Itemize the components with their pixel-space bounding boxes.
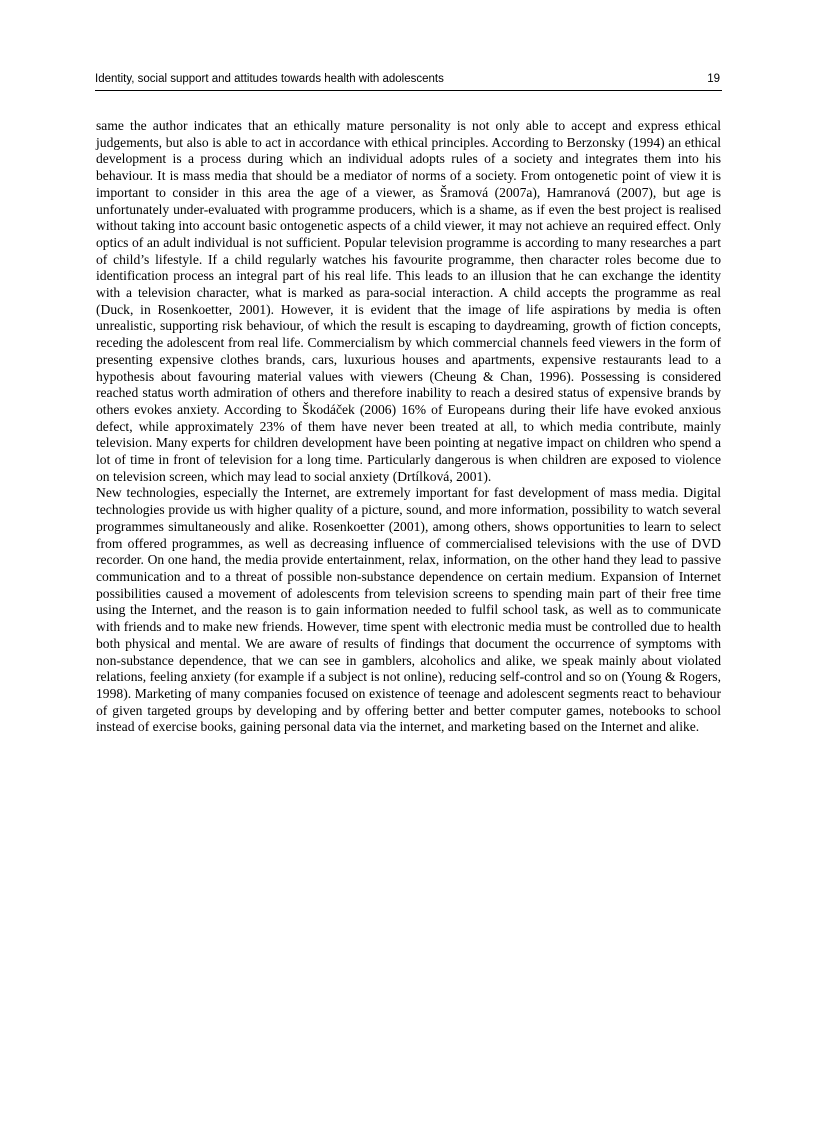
page-number: 19 bbox=[707, 73, 720, 85]
running-header bbox=[95, 72, 722, 91]
body-text bbox=[96, 118, 721, 736]
running-header-title: Identity, social support and attitudes towards health with adolescents bbox=[95, 73, 444, 85]
paragraph: same the author indicates that an ethically mature personality is not only able to accept and express ethical judgements, but also is able to act in accordance with ethical principles. According to Berzonsky (1994) an ethical development is a process during which an individual adopts rules of a society and integrates them into his behaviour. It is mass media that should be a mediator of norms of a society. From ontogenetic point of view it is important to consider in this area the age of a viewer, as Šramová (2007a), Hamranová (2007), but age is unfortunately under-evaluated with programme producers, which is a shame, as if even the best project is realised without taking into account basic ontogenetic aspects of a child viewer, it may not achieve an required effect. Only optics of an adult individual is not sufficient. Popular television programme is according to many researches a part of child’s lifestyle. If a child regularly watches his favourite programme, then character roles become due to identification process an integral part of his real life. This leads to an illusion that he can exchange the identity with a television character, what is marked as para-social interaction. A child accepts the programme as real (Duck, in Rosenkoetter, 2001). However, it is evident that the image of life aspirations by media is often unrealistic, supporting risk behaviour, of which the result is escaping to daydreaming, growth of fiction concepts, receding the adolescent from real life. Commercialism by which commercial channels feed viewers in the form of presenting expensive clothes brands, cars, luxurious houses and apartments, expensive restaurants lead to a hypothesis about favouring material values with viewers (Cheung & Chan, 1996). Possessing is considered reached status worth admiration of others and therefore inability to reach a desired status of expensive brands by others evokes anxiety. According to Škodáček (2006) 16% of Europeans during their life have evoked anxious defect, while approximately 23% of them have never been treated at all, to which media contribute, mainly television. Many experts for children development have been pointing at negative impact on children who spend a lot of time in front of television for a long time. Particularly dangerous is when children are exposed to violence on television screen, which may lead to social anxiety (Drtílková, 2001). bbox=[96, 118, 721, 484]
paragraph: New technologies, especially the Internet, are extremely important for fast development of mass media. Digital technologies provide us with higher quality of a picture, sound, and more information, possibility to watch several programmes simultaneously and alike. Rosenkoetter (2001), among others, shows opportunities to learn to select from offered programmes, as well as decreasing influence of commercialised televisions with the use of DVD recorder. On one hand, the media provide entertainment, relax, information, on the other hand they lead to passive communication and to a threat of possible non-substance dependence on certain medium. Expansion of Internet possibilities caused a movement of adolescents from television screens to spending main part of their free time using the Internet, and the reason is to gain information needed to fulfil school task, as well as to communicate with friends and to make new friends. However, time spent with electronic media must be controlled due to health both physical and mental. We are aware of results of findings that document the occurrence of symptoms with non-substance dependence, that we can see in gamblers, alcoholics and alike, we speak mainly about violated relations, feeling anxiety (for example if a subject is not online), reducing self-control and so on (Young & Rogers, 1998). Marketing of many companies focused on existence of teenage and adolescent segments react to behaviour of given targeted groups by developing and by offering better and better computer games, notebooks to school instead of exercise books, gaining personal data via the internet, and marketing based on the Internet and alike. bbox=[96, 485, 721, 735]
